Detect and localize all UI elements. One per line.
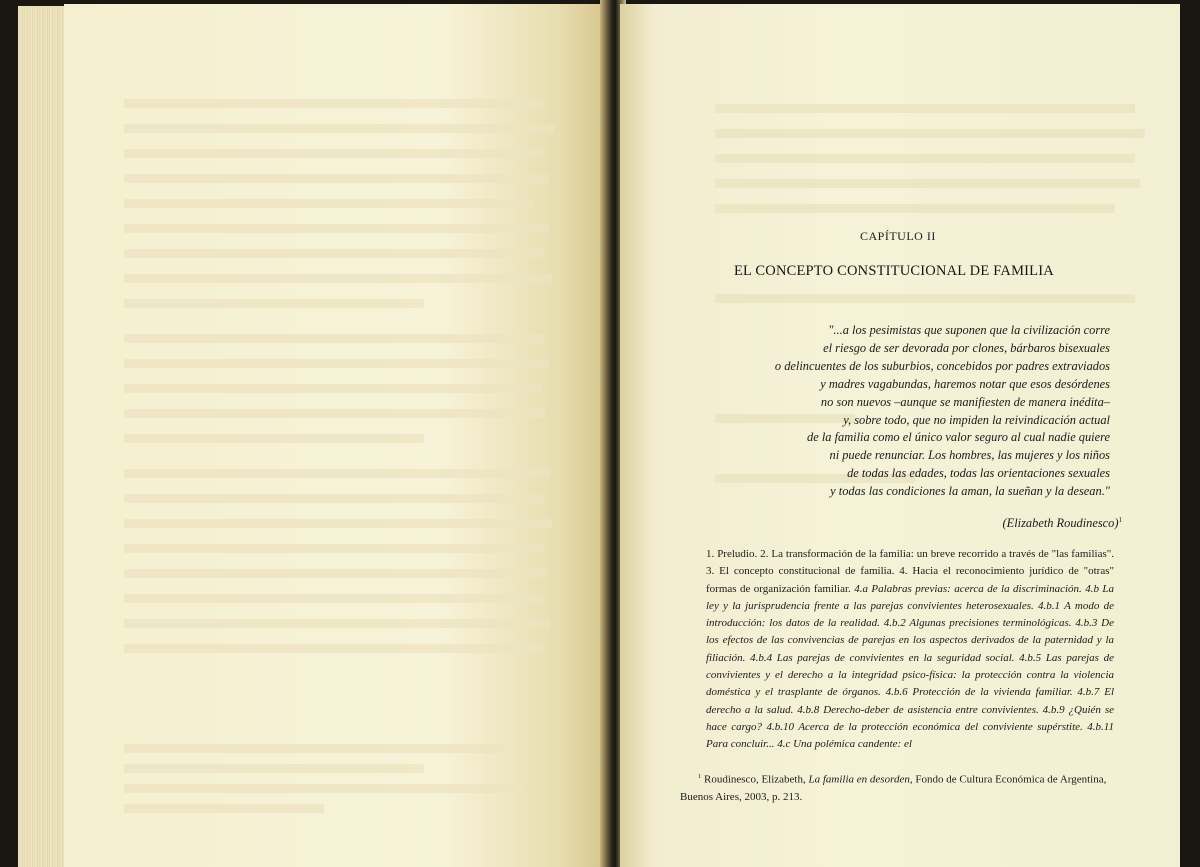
chapter-label: CAPÍTULO II — [860, 229, 936, 243]
attribution-text: (Elizabeth Roudinesco) — [1002, 516, 1119, 531]
show-through-line — [715, 104, 1135, 113]
footnote-marker: 1 — [1118, 516, 1122, 524]
show-through-line — [124, 804, 324, 813]
show-through-line — [124, 174, 549, 183]
footnote-number: 1 — [698, 773, 702, 780]
show-through-line — [124, 249, 544, 258]
show-through-line — [715, 129, 1145, 138]
show-through-line — [124, 744, 504, 753]
epigraph-line: o delincuentes de los suburbios, concebidos por padres extraviados — [774, 358, 1110, 373]
show-through-line — [124, 469, 549, 478]
show-through-line — [124, 519, 552, 528]
show-through-line — [124, 619, 550, 628]
epigraph-attribution — [900, 516, 1122, 531]
show-through-line — [124, 569, 548, 578]
show-through-line — [124, 299, 424, 308]
chapter-summary — [706, 546, 1114, 754]
show-through-line — [715, 154, 1135, 163]
epigraph — [700, 322, 1110, 501]
show-through-line — [124, 384, 542, 393]
footnote — [680, 768, 1114, 806]
epigraph-line: no son nuevos –aunque se manifiesten de manera inédita– — [820, 394, 1110, 409]
epigraph-line: "...a los pesimistas que suponen que la civilización corre — [828, 323, 1110, 337]
footnote-book-title: La familia en desorden — [808, 773, 910, 786]
footnote-author: Roudinesco, Elizabeth, — [704, 773, 809, 786]
epigraph-line: el riesgo de ser devorada por clones, bárbaros bisexuales — [823, 340, 1110, 355]
summary-italic-text: 4.a Palabras previas: acerca de la discriminación. 4.b La ley y la jurisprudencia frente a las parejas convivientes heterosexuales. 4.b.1 A modo de introducción: los datos de la realidad. 4.b.2 Algunas precisiones terminológicas. 4.b.3 De los efectos de las convivencias de parejas en los aspectos derivados de la paternidad y la filiación. 4.b.4 Las parejas de convivientes en la seguridad social. 4.b.5 Las parejas de convivientes y el derecho a la integridad psico-física: la protección contra la violencia doméstica y el trasplante de órganos. 4.b.6 Protección de la vivienda familiar. 4.b.7 El derecho a la salud. 4.b.8 Derecho-deber de asistencia entre convivientes. 4.b.9 ¿Quién se hace cargo? 4.b.10 Acerca de la protección económica del conviviente supérstite. 4.b.11 Para concluir... 4.c Una polémica candente: el — [706, 582, 1114, 751]
show-through-line — [124, 764, 424, 773]
summary-plain-text: 1. Preludio. 2. La transformación de la familia: un breve recorrido a través de "las familias". 3. El concepto constitucional de familia. 4. Hacia el reconocimiento jurídico de "otras" formas de organización familiar. — [706, 548, 1114, 595]
chapter-title: EL CONCEPTO CONSTITUCIONAL DE FAMILIA — [734, 263, 1054, 279]
show-through-line — [124, 199, 534, 208]
epigraph-line: y todas las condiciones la aman, la sueñan y la desean." — [830, 484, 1110, 499]
footnote-publication: , Fondo de Cultura Económica de Argentina, Buenos Aires, 2003, p. 213. — [680, 773, 1107, 803]
epigraph-line: de la familia como el único valor seguro al cual nadie quiere — [807, 430, 1110, 445]
show-through-line — [715, 294, 1135, 303]
show-through-line — [124, 594, 544, 603]
show-through-line — [124, 784, 524, 793]
show-through-line — [124, 359, 549, 368]
epigraph-line: y madres vagabundas, haremos notar que esos desórdenes — [820, 376, 1110, 391]
show-through-line — [124, 149, 544, 158]
page-edges — [18, 6, 66, 867]
show-through-line — [124, 99, 544, 108]
epigraph-line: y, sobre todo, que no impiden la reivindicación actual — [843, 412, 1110, 427]
show-through-line — [124, 334, 544, 343]
show-through-line — [124, 409, 546, 418]
show-through-line — [124, 434, 424, 443]
show-through-line — [124, 274, 552, 283]
epigraph-line: de todas las edades, todas las orientaciones sexuales — [847, 466, 1110, 481]
show-through-line — [124, 224, 549, 233]
show-through-line — [124, 494, 544, 503]
show-through-line — [124, 544, 544, 553]
left-page — [64, 4, 602, 867]
right-edge — [1180, 0, 1200, 867]
show-through-line — [124, 644, 544, 653]
show-through-line — [124, 124, 554, 133]
show-through-line — [715, 179, 1140, 188]
show-through-line — [715, 204, 1115, 213]
epigraph-line: ni puede renunciar. Los hombres, las mujeres y los niños — [829, 448, 1110, 463]
